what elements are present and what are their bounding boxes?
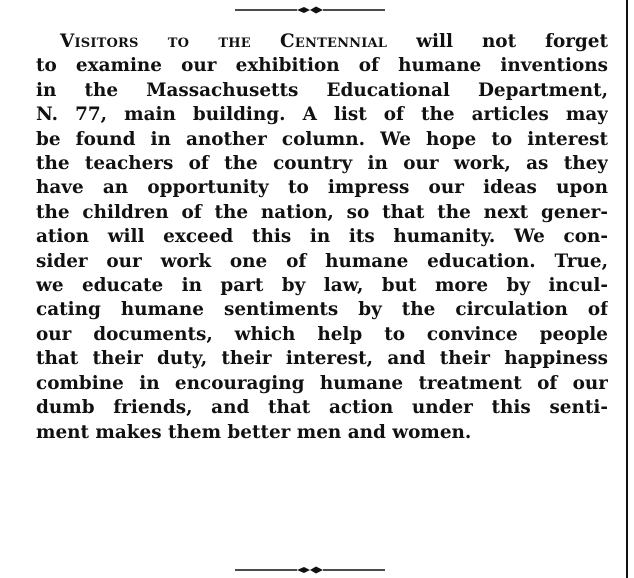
article-line: N. 77, main building. A list of the articles may <box>36 104 608 126</box>
article-line: in the Massachusetts Educational Department, <box>36 79 608 101</box>
article-line: combine in encouraging humane treatment of our <box>36 372 608 394</box>
article-line <box>36 30 608 54</box>
article-line: cating humane sentiments by the circulation of <box>36 299 608 321</box>
article-line: the teachers of the country in our work, as they <box>36 153 608 175</box>
article-line: dumb friends, and that action under this senti- <box>36 397 608 419</box>
article-line: the children of the nation, so that the next gener- <box>36 201 608 223</box>
column-rule <box>626 0 628 578</box>
article-line: be found in another column. We hope to interest <box>36 128 608 150</box>
dash-ornament-icon <box>235 4 385 16</box>
article-line: have an opportunity to impress our ideas upon <box>36 177 608 199</box>
article-paragraph <box>36 30 608 445</box>
article-last-line: ment makes them better men and women. <box>36 421 472 443</box>
top-ornament <box>0 4 620 16</box>
article-lead-in: Visitors to the Centennial <box>60 31 388 52</box>
article-line: that their duty, their interest, and their happiness <box>36 348 608 370</box>
article-line: our documents, which help to convince people <box>36 323 608 345</box>
article-line: ation will exceed this in its humanity. We con- <box>36 226 608 248</box>
article-first-line-rest: will not forget <box>387 31 608 52</box>
article-line: to examine our exhibition of humane inventions <box>36 55 608 77</box>
article-line: sider our work one of humane education. True, <box>36 250 608 272</box>
dash-ornament-icon <box>235 564 385 576</box>
bottom-ornament <box>0 564 620 576</box>
article-line: we educate in part by law, but more by incul- <box>36 275 608 297</box>
